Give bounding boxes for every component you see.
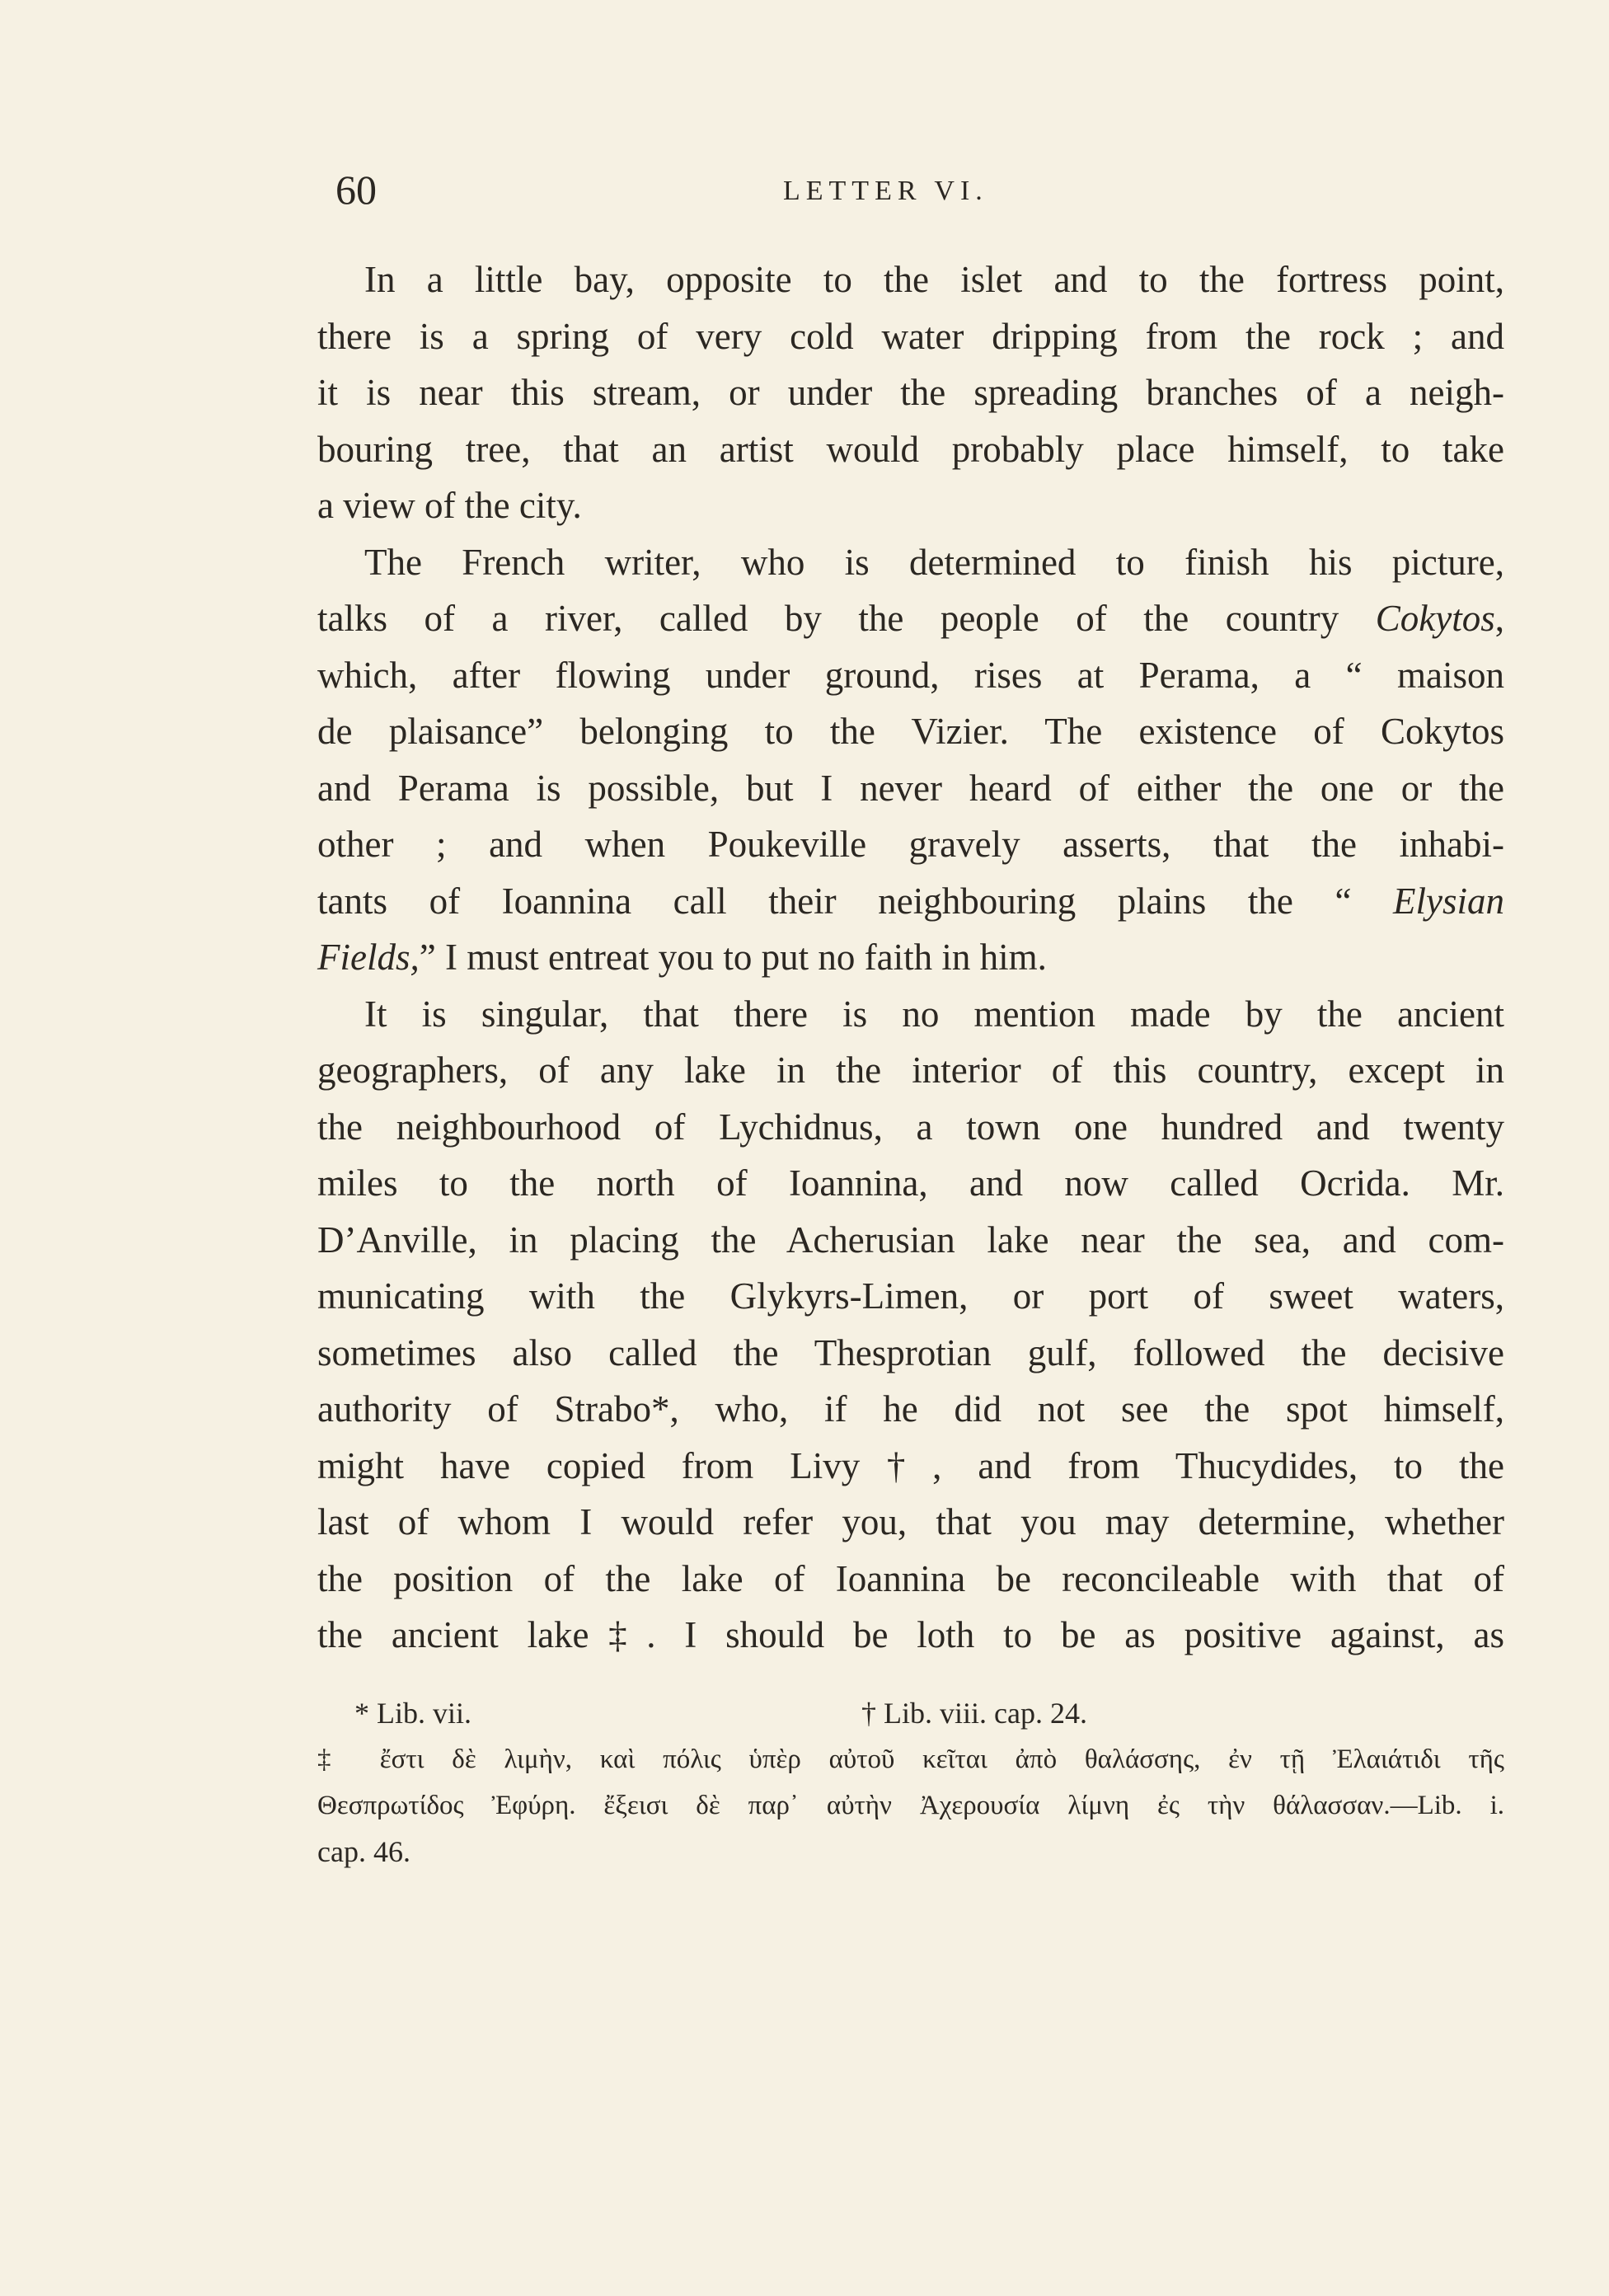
text-line: the neighbourhood of Lychidnus, a town one hundred and twenty: [317, 1106, 1504, 1148]
text-line: bouring tree, that an artist would probably place himself, to take: [317, 428, 1504, 470]
footnote-greek-line: Θεσπρωτίδος Ἐφύρη. ἔξεισι δὲ παρ᾽ αὐτὴν Ἀχερουσία λίμνη ἐς τὴν θάλασσαν.—Lib. i.: [317, 1791, 1504, 1820]
text-line: In a little bay, opposite to the islet and to the fortress point,: [364, 259, 1504, 300]
text-line: other ; and when Poukeville gravely asserts, that the inhabi-: [317, 824, 1504, 865]
text-line: there is a spring of very cold water dripping from the rock ; and: [317, 315, 1504, 357]
text-line: de plaisance” belonging to the Vizier. The existence of Cokytos: [317, 711, 1504, 752]
text-line: D’Anville, in placing the Acherusian lake near the sea, and com-: [317, 1218, 1504, 1261]
italic-term: Fields,: [317, 937, 420, 978]
text-line: geographers, of any lake in the interior of this country, except in: [317, 1049, 1504, 1091]
italic-term: Cokytos: [1375, 598, 1495, 639]
footnote-dagger: † Lib. viii. cap. 24.: [861, 1697, 1087, 1730]
text-line: miles to the north of Ioannina, and now called Ocrida. Mr.: [317, 1162, 1504, 1204]
text-line: it is near this stream, or under the spreading branches of a neigh-: [317, 372, 1504, 413]
running-head: LETTER VI.: [783, 176, 988, 206]
text-run: ” I must entreat you to put no faith in him.: [419, 937, 1047, 978]
text-line: [317, 873, 1504, 930]
text-line: might have copied from Livy†, and from Thucydides, to the: [317, 1444, 1504, 1486]
italic-term: Elysian: [1393, 880, 1504, 922]
text-run: talks of a river, called by the people of the country: [317, 598, 1376, 639]
text-line: and Perama is possible, but I never heard of either the one or the: [317, 767, 1504, 809]
text-line: authority of Strabo*, who, if he did not see the spot himself,: [317, 1388, 1504, 1430]
footnote-greek-line: cap. 46.: [317, 1835, 410, 1868]
text-run: ,: [1494, 598, 1504, 639]
text-line: last of whom I would refer you, that you may determine, whether: [317, 1501, 1504, 1542]
text-line: The French writer, who is determined to finish his picture,: [364, 541, 1504, 583]
text-line: [317, 590, 1504, 647]
footnote-greek-line: ‡ ἔστι δὲ λιμὴν, καὶ πόλις ὑπὲρ αὐτοῦ κεῖται ἀπὸ θαλάσσης, ἐν τῇ Ἐλαιάτιδι τῆς: [317, 1744, 1504, 1774]
text-line: the position of the lake of Ioannina be reconcileable with that of: [317, 1557, 1504, 1599]
text-run: tants of Ioannina call their neighbouring plains the “: [317, 880, 1394, 922]
text-line: municating with the Glykyrs-Limen, or port of sweet waters,: [317, 1275, 1504, 1317]
footnotes: [317, 1690, 1504, 1875]
footnote-row: [317, 1690, 1504, 1736]
text-line: a view of the city.: [317, 485, 582, 526]
page-number: 60: [335, 167, 377, 213]
text-line: It is singular, that there is no mention made by the ancient: [364, 993, 1504, 1035]
text-line: which, after flowing under ground, rises at Perama, a “ maison: [317, 654, 1504, 696]
text-line: the ancient lake‡. I should be loth to be as positive against, as: [317, 1614, 1504, 1655]
footnote-star: * Lib. vii.: [354, 1697, 471, 1730]
text-line: [317, 929, 1504, 986]
body-text: [317, 251, 1504, 1664]
text-line: sometimes also called the Thesprotian gulf, followed the decisive: [317, 1331, 1504, 1373]
